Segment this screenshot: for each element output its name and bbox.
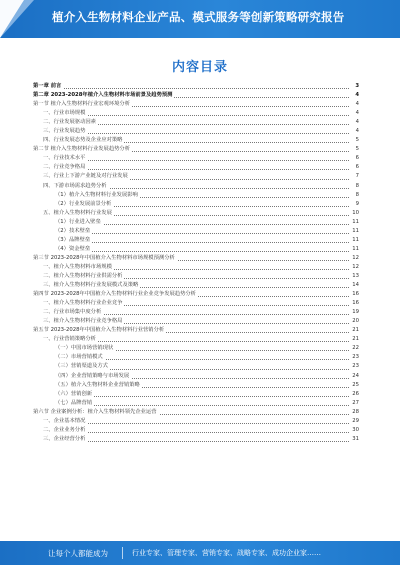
- toc-entry-page: 22: [349, 344, 359, 353]
- toc-entry[interactable]: [33, 236, 359, 245]
- toc-leader-dots: [43, 115, 349, 116]
- toc-entry[interactable]: [33, 163, 359, 172]
- toc-entry[interactable]: [33, 272, 359, 281]
- toc-entry-page: 12: [349, 263, 359, 272]
- toc-entry[interactable]: [33, 399, 359, 408]
- toc-entry-page: 13: [349, 272, 359, 281]
- toc-entry-title: 第一节 植介入生物材料行业宏观环境分析: [33, 100, 132, 109]
- toc-leader-dots: [43, 423, 349, 424]
- toc-entry-title: （4）资金壁垒: [55, 245, 92, 254]
- toc-leader-dots: [55, 405, 349, 406]
- toc-entry[interactable]: [33, 408, 359, 417]
- toc-entry-page: 11: [349, 227, 359, 236]
- toc-entry-page: 3: [349, 82, 359, 91]
- toc-entry-page: 24: [349, 372, 359, 381]
- footer-slogan: 让每个人都能成为: [48, 549, 108, 558]
- toc-entry-title: 一、植介入生物材料行业企业竞争: [43, 299, 124, 308]
- toc-entry-title: 二、行业发展驱动因素: [43, 118, 98, 127]
- toc-entry-page: 8: [349, 191, 359, 200]
- toc-entry[interactable]: [33, 290, 359, 299]
- toc-entry-title: 一、行业技术水平: [43, 154, 87, 163]
- toc-entry-page: 25: [349, 381, 359, 390]
- toc-leader-dots: [43, 160, 349, 161]
- toc-entry[interactable]: [33, 118, 359, 127]
- toc-entry[interactable]: [33, 299, 359, 308]
- toc-entry-title: 第二节 植介入生物材料行业发展趋势分析: [33, 145, 132, 154]
- toc-entry-title: 一、行业市场规模: [43, 109, 87, 118]
- toc-leader-dots: [55, 251, 349, 252]
- toc-entry[interactable]: [33, 227, 359, 236]
- toc-entry[interactable]: [33, 218, 359, 227]
- toc-entry-page: 6: [349, 163, 359, 172]
- toc-entry-title: （七）品牌营销: [55, 399, 94, 408]
- toc-entry[interactable]: [33, 172, 359, 181]
- toc-leader-dots: [33, 88, 349, 89]
- toc-entry-title: （1）行业进入壁垒: [55, 218, 103, 227]
- toc-entry-page: 14: [349, 281, 359, 290]
- toc-entry-title: 第四节 2023-2028年中国植介入生物材料行业企业竞争发展趋势分析: [33, 290, 198, 299]
- toc-entry[interactable]: [33, 335, 359, 344]
- toc-entry-page: 4: [349, 91, 359, 100]
- toc-entry-page: 9: [349, 200, 359, 209]
- toc-entry-page: 30: [349, 426, 359, 435]
- toc-entry-title: 三、植介入生物材料行业发展模式及策略: [43, 281, 140, 290]
- toc-leader-dots: [55, 242, 349, 243]
- toc-entry-title: （2）技术壁垒: [55, 227, 92, 236]
- toc-entry-page: 10: [349, 209, 359, 218]
- toc-entry[interactable]: [33, 136, 359, 145]
- toc-entry-title: 四、行业发展态势及企业应对策略: [43, 136, 124, 145]
- toc-entry-page: 26: [349, 390, 359, 399]
- toc-entry-title: 三、企业经营分析: [43, 435, 87, 444]
- toc-entry[interactable]: [33, 254, 359, 263]
- toc-entry[interactable]: [33, 435, 359, 444]
- toc-heading: 内容目录: [171, 60, 228, 75]
- toc-entry[interactable]: [33, 154, 359, 163]
- toc-entry-title: （六）营销创新: [55, 390, 94, 399]
- toc-leader-dots: [55, 396, 349, 397]
- toc-entry-title: 二、行业竞争格局: [43, 163, 87, 172]
- toc-entry[interactable]: [33, 308, 359, 317]
- toc-entry[interactable]: [33, 245, 359, 254]
- toc-entry[interactable]: [33, 372, 359, 381]
- toc-entry-title: （一）中国市场营销现状: [55, 344, 115, 353]
- toc-entry[interactable]: [33, 182, 359, 191]
- toc-entry-title: （四）企业营销策略与市场发展: [55, 372, 131, 381]
- toc-entry[interactable]: [33, 127, 359, 136]
- toc-entry-page: 4: [349, 127, 359, 136]
- toc-entry[interactable]: [33, 209, 359, 218]
- toc-entry-title: （3）品牌壁垒: [55, 236, 92, 245]
- toc-entry-title: 三、植介入生物材料行业竞争格局: [43, 317, 124, 326]
- toc-entry-page: 20: [349, 317, 359, 326]
- toc-entry-page: 11: [349, 236, 359, 245]
- toc-entry-title: （五）植介入生物材料企业营销策略: [55, 381, 142, 390]
- toc-entry-title: 第三节 2023-2028年中国植介入生物材料市场规模预测分析: [33, 254, 177, 263]
- toc-entry-title: 第一章 前言: [33, 82, 63, 91]
- toc-entry-page: 11: [349, 218, 359, 227]
- toc-entry-page: 21: [349, 326, 359, 335]
- toc-entry-page: 16: [349, 290, 359, 299]
- toc-entry-title: （2）行业发展前景分析: [55, 200, 113, 209]
- toc-entry-title: （三）营销渠道及方式: [55, 362, 110, 371]
- toc-entry[interactable]: [33, 100, 359, 109]
- toc-leader-dots: [55, 233, 349, 234]
- toc-entry-page: 4: [349, 100, 359, 109]
- toc-entry-title: 三、行业发展趋势: [43, 127, 87, 136]
- toc-entry-title: 五、植介入生物材料行业发展: [43, 209, 114, 218]
- toc-entry-title: 二、植介入生物材料行业供需分析: [43, 272, 124, 281]
- toc-entry-page: 4: [349, 109, 359, 118]
- toc-entry-page: 7: [349, 172, 359, 181]
- toc-entry-page: 5: [349, 145, 359, 154]
- report-header: [0, 0, 400, 38]
- header-corner-mark: [0, 0, 24, 38]
- toc-entry-title: 一、行业营销策略分析: [43, 335, 98, 344]
- toc-entry-title: 三、行业上下游产业链及对行业发展: [43, 172, 130, 181]
- toc-entry-title: 二、行业市场集中度分析: [43, 308, 103, 317]
- toc-leader-dots: [43, 432, 349, 433]
- report-title: 植介入生物材料企业产品、模式服务等创新策略研究报告: [52, 10, 345, 24]
- toc-entry-page: 8: [349, 182, 359, 191]
- toc-entry-title: 一、企业基本情况: [43, 417, 87, 426]
- table-of-contents: [33, 82, 359, 444]
- toc-entry-page: 19: [349, 308, 359, 317]
- toc-entry[interactable]: [33, 82, 359, 91]
- toc-entry[interactable]: [33, 200, 359, 209]
- toc-entry-title: 四、下游市场需求趋势分析: [43, 182, 109, 191]
- toc-entry-page: 23: [349, 353, 359, 362]
- toc-entry-title: （1）植介入生物材料行业发展影响: [55, 191, 140, 200]
- toc-entry[interactable]: [33, 426, 359, 435]
- toc-entry[interactable]: [33, 145, 359, 154]
- toc-entry[interactable]: [33, 317, 359, 326]
- toc-entry-page: 31: [349, 435, 359, 444]
- toc-entry[interactable]: [33, 362, 359, 371]
- toc-entry-title: （二）市场营销模式: [55, 353, 105, 362]
- toc-entry[interactable]: [33, 281, 359, 290]
- toc-entry-title: 第六节 企业案例分析：植介入生物材料领先企业运营: [33, 408, 159, 417]
- toc-leader-dots: [43, 133, 349, 134]
- toc-entry[interactable]: [33, 381, 359, 390]
- toc-entry[interactable]: [33, 417, 359, 426]
- toc-entry[interactable]: [33, 263, 359, 272]
- toc-entry-page: 23: [349, 362, 359, 371]
- toc-entry[interactable]: [33, 326, 359, 335]
- footer-tagline: 行业专家、管理专家、营销专家、战略专家、成功企业家……: [132, 549, 321, 557]
- toc-entry-page: 28: [349, 408, 359, 417]
- toc-leader-dots: [43, 169, 349, 170]
- toc-entry-page: 27: [349, 399, 359, 408]
- toc-entry-page: 11: [349, 245, 359, 254]
- toc-entry-page: 5: [349, 136, 359, 145]
- toc-entry[interactable]: [33, 191, 359, 200]
- toc-entry-title: 二、企业业务分析: [43, 426, 87, 435]
- footer-divider: [122, 547, 123, 559]
- toc-entry-page: 16: [349, 299, 359, 308]
- toc-entry-page: 12: [349, 254, 359, 263]
- toc-leader-dots: [43, 441, 349, 442]
- toc-entry-page: 29: [349, 417, 359, 426]
- toc-entry-title: 第五节 2023-2028年中国植介入生物材料行业营销分析: [33, 326, 166, 335]
- toc-entry[interactable]: [33, 91, 359, 100]
- toc-entry-page: 21: [349, 335, 359, 344]
- toc-entry-page: 6: [349, 154, 359, 163]
- toc-entry[interactable]: [33, 390, 359, 399]
- toc-entry-page: 4: [349, 118, 359, 127]
- toc-entry[interactable]: [33, 353, 359, 362]
- toc-entry[interactable]: [33, 109, 359, 118]
- report-footer: [0, 541, 400, 565]
- toc-entry[interactable]: [33, 344, 359, 353]
- toc-entry-title: 一、植介入生物材料市场规模: [43, 263, 114, 272]
- toc-entry-title: 第二章 2023-2028年植介入生物材料市场前景及趋势预测: [33, 91, 174, 100]
